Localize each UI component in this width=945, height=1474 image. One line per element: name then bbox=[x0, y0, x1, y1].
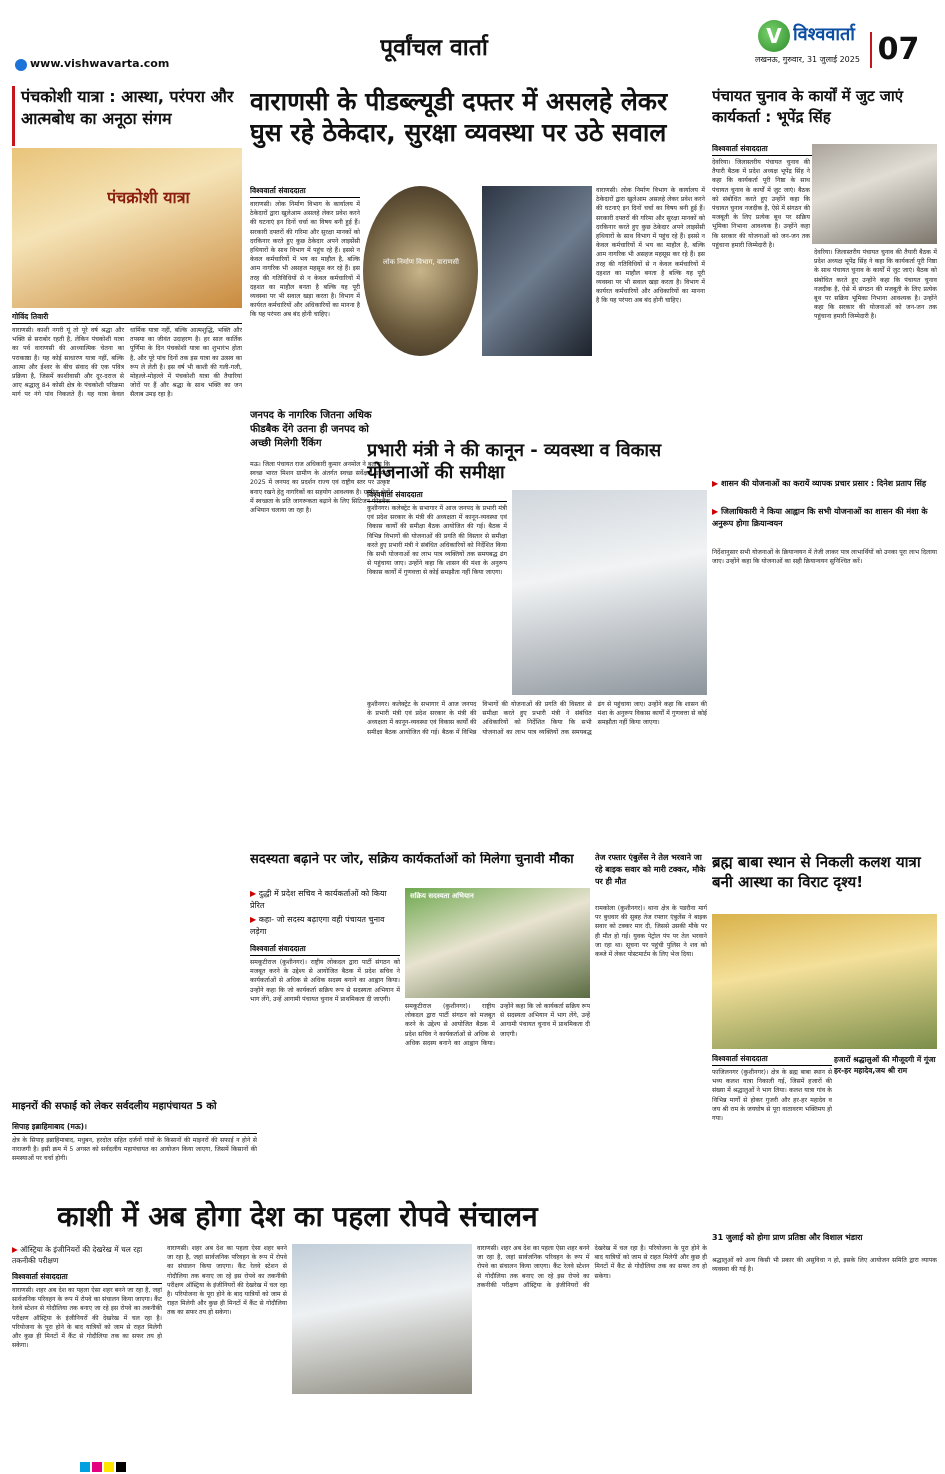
byline: विश्ववार्ता संवाददाता bbox=[712, 144, 812, 156]
headline: माइनरों की सफाई को लेकर सर्वदलीय महापंचायत 5 को bbox=[12, 1101, 217, 1112]
weapon-photo bbox=[482, 186, 592, 356]
byline: विश्ववार्ता संवाददाता bbox=[250, 944, 400, 956]
article-image bbox=[12, 148, 242, 308]
image-caption: पंचक्रोशी यात्रा bbox=[107, 188, 190, 207]
headline: सदस्यता बढ़ाने पर जोर, सक्रिय कार्यकर्ताओं को मिलेगा चुनावी मौका bbox=[250, 852, 574, 867]
body-text: फाजिलनगर (कुशीनगर)। क्षेत्र के ब्रह्म बाबा स्थान से भव्य कलश यात्रा निकाली गई, जिसमें हजारों की संख्या में श्रद्धालुओं ने भाग लिया। कलश यात्रा गांव के विभिन्न मार्गों से होकर गुजरी और हर-हर महादेव व जय श्री राम के जयघोष से पूरा वातावरण भक्तिमय हो गया। bbox=[712, 1069, 832, 1123]
kalash-yatra-photo bbox=[712, 914, 937, 1049]
headline: तेज रफ्तार एंबुलेंस ने तेल भरवाने जा रहे बाइक सवार को मारी टक्कर, मौके पर ही मौत bbox=[595, 853, 706, 886]
byline: विश्ववार्ता संवाददाता bbox=[12, 1272, 162, 1284]
article-panchkoshi bbox=[12, 86, 242, 656]
headline: ब्रह्म बाबा स्थान से निकली कलश यात्रा बनी आस्था का विराट दृश्य! bbox=[712, 853, 921, 891]
body-text: देवरिया। जिलास्तरीय पंचायत चुनाव की तैयारी बैठक में प्रदेश अध्यक्ष भूपेंद्र सिंह ने कहा कि कार्यकर्ता पूरी निष्ठा के साथ पंचायत चुनाव के कार्यों में जुट जाएं। बैठक को संबोधित करते हुए उन्होंने कहा कि पंचायत चुनाव नजदीक है, ऐसे में संगठन की मजबूती के लिए प्रत्येक बूथ पर सक्रिय भूमिका निभाना आवश्यक है। उन्होंने कहा कि सरकार की योजनाओं को जन-जन तक पहुंचाना हमारी जिम्मेदारी है। bbox=[712, 159, 810, 249]
color-registration-marks bbox=[80, 1462, 200, 1472]
brand-name: विश्ववार्ता bbox=[793, 24, 855, 44]
pullquote: जनपद के नागरिक जितना अधिक फीडबैक देंगे उतना ही जनपद को अच्छी मिलेगी रैंकिंग bbox=[250, 410, 372, 449]
section-title: पूर्वांचल वार्ता bbox=[380, 34, 488, 61]
pwd-seal-image bbox=[363, 186, 478, 356]
bullet-1: ▶ दुद्धी में प्रदेश सचिव ने कार्यकर्ताओं को किया प्रेरित bbox=[250, 888, 400, 912]
author: गोविंद तिवारी bbox=[12, 312, 242, 324]
article-prabhari bbox=[367, 440, 707, 845]
byline: विश्ववार्ता संवाददाता bbox=[367, 490, 507, 502]
headline: काशी में अब होगा देश का पहला रोपवे संचालन bbox=[57, 1200, 538, 1233]
body-text-2: कुशीनगर। कलेक्ट्रेट के सभागार में आज जनपद के प्रभारी मंत्री एवं प्रदेश सरकार के मंत्री की अध्यक्षता में कानून-व्यवस्था एवं विकास कार्यों की समीक्षा बैठक आयोजित की गई। बैठक में विभिन्न विभागों की योजनाओं की प्रगति की विस्तार से समीक्षा करते हुए प्रभारी मंत्री ने संबंधित अधिकारियों को निर्देशित किया कि सभी योजनाओं का लाभ पात्र व्यक्तियों तक समयबद्ध ढंग से पहुंचाया जाए। उन्होंने कहा कि शासन की मंशा के अनुरूप विकास कार्यों में गुणवत्ता से कोई समझौता नहीं किया जाएगा। bbox=[367, 701, 707, 736]
article-panchayat bbox=[712, 86, 937, 686]
article-karyakarta bbox=[250, 852, 590, 1097]
headline: पंचायत चुनाव के कार्यों में जुट जाएं कार्यकर्ता : भूपेंद्र सिंह bbox=[712, 87, 904, 126]
review-meeting-photo bbox=[512, 490, 707, 695]
sub-title: 31 जुलाई को होगा प्राण प्रतिष्ठा और विशाल भंडारा bbox=[712, 1233, 863, 1242]
page-number: 07 bbox=[870, 32, 925, 68]
article-safai bbox=[12, 1100, 257, 1195]
image-caption: हजारों श्रद्धालुओं की मौजूदगी में गूंजा हर-हर महादेव,जय श्री राम bbox=[834, 1055, 936, 1075]
body-text-2: वाराणसी। शहर अब देश का पहला ऐसा शहर बनने जा रहा है, जहां सार्वजनिक परिवहन के रूप में रोपवे का संचालन किया जाएगा। कैंट रेलवे स्टेशन से गोदौलिया तक बनाए जा रहे इस रोपवे का तकनीकी परीक्षण ऑस्ट्रिया के इंजीनियरों की देखरेख में चल रहा है। परियोजना के पूरा होने के बाद यात्रियों को जाम से राहत मिलेगी और कुछ ही मिनटों में कैंट से गोदौलिया तक का सफर तय हो सकेगा। bbox=[167, 1245, 287, 1317]
body-text-2: वाराणसी। लोक निर्माण विभाग के कार्यालय में ठेकेदारों द्वारा खुलेआम असलहे लेकर प्रवेश करने की घटनाएं इन दिनों चर्चा का विषय बनी हुई हैं। सरकारी दफ्तरों की गरिमा और सुरक्षा मानकों को दरकिनार करते हुए कुछ ठेकेदार अपने लाइसेंसी हथियारों के साथ विभाग में पहुंच रहे हैं। इससे न केवल कर्मचारियों में भय का माहौल है, बल्कि आम नागरिक भी असहज महसूस कर रहे हैं। इस तरह की गतिविधियों से न केवल कर्मचारियों में दहशत का माहौल बनता है बल्कि यह पूरी व्यवस्था पर भी सवाल खड़ा करता है। विभाग में कार्यरत कर्मचारियों और अधिकारियों का मानना है कि यह परंपरा अब बंद होनी चाहिए। bbox=[596, 187, 705, 305]
party-meeting-photo bbox=[405, 888, 590, 998]
body-text: वाराणसी। काशी नगरी यूं तो पूरे वर्ष श्रद्धा और भक्ति से सराबोर रहती है, लेकिन पंचकोशी यात्रा का पर्व वाराणसी की आध्यात्मिक चेतना का पराकाष्ठा है। यह कोई साधारण यात्रा नहीं, बल्कि आत्मा और ईश्वर के बीच संवाद की एक पवित्र प्रक्रिया है, जिसमें काशीवासी और दूर-दराज से आए श्रद्धालु 84 कोसी क्षेत्र के पंचकोशी परिक्रमा मार्ग पर नंगे पांव निकलते हैं। यह यात्रा केवल धार्मिक यात्रा नहीं, बल्कि आत्मशुद्धि, भक्ति और तपस्या का जीवंत उदाहरण है। हर साल कार्तिक पूर्णिमा के दिन पंचकोशी यात्रा का शुभारंभ होता है, और पूरे पांच दिनों तक इस यात्रा का उत्सव का रूप ले लेती है। इस वर्ष भी काशी की गली-गली, मोहल्ले-मोहल्ले में पंचकोशी यात्रा की तैयारियां जोरों पर हैं और श्रद्धा के साथ भक्ति का जन सैलाब उमड़ रहा है। bbox=[12, 327, 242, 399]
dateline: लखनऊ, गुरुवार, 31 जुलाई 2025 bbox=[755, 55, 860, 64]
headline: प्रभारी मंत्री ने की कानून - व्यवस्था व विकास योजनाओं की समीक्षा bbox=[367, 440, 662, 483]
body-text: वाराणसी। लोक निर्माण विभाग के कार्यालय में ठेकेदारों द्वारा खुलेआम असलहे लेकर प्रवेश करने की घटनाएं इन दिनों चर्चा का विषय बनी हुई हैं। सरकारी दफ्तरों की गरिमा और सुरक्षा मानकों को दरकिनार करते हुए कुछ ठेकेदार अपने लाइसेंसी हथियारों के साथ विभाग में पहुंच रहे हैं। इससे न केवल कर्मचारियों में भय का माहौल है, बल्कि आम नागरिक भी असहज महसूस कर रहे हैं। इस तरह की गतिविधियों से न केवल कर्मचारियों में दहशत का माहौल बनता है बल्कि यह पूरी व्यवस्था पर भी सवाल खड़ा करता है। विभाग में कार्यरत कर्मचारियों और अधिकारियों का मानना है कि यह परंपरा अब बंद होनी चाहिए। bbox=[250, 201, 360, 319]
brand-logo: V bbox=[758, 20, 790, 52]
headline: वाराणसी के पीडब्ल्यूडी दफ्तर में असलहे लेकर घुस रहे ठेकेदार, सुरक्षा व्यवस्था पर उठे सवाल bbox=[250, 87, 668, 147]
meeting-photo bbox=[812, 144, 937, 244]
globe-icon bbox=[15, 59, 27, 71]
bullet: ▶ ऑस्ट्रिया के इंजीनियरों की देखरेख में चल रहा तकनीकी परीक्षण bbox=[12, 1244, 162, 1268]
body-text-3: वाराणसी। शहर अब देश का पहला ऐसा शहर बनने जा रहा है, जहां सार्वजनिक परिवहन के रूप में रोपवे का संचालन किया जाएगा। कैंट रेलवे स्टेशन से गोदौलिया तक बनाए जा रहे इस रोपवे का तकनीकी परीक्षण ऑस्ट्रिया के इंजीनियरों की देखरेख में चल रहा है। परियोजना के पूरा होने के बाद यात्रियों को जाम से राहत मिलेगी और कुछ ही मिनटों में कैंट से गोदौलिया तक का सफर तय हो सकेगा। bbox=[477, 1245, 707, 1289]
side-body: निर्देशानुसार सभी योजनाओं के क्रियान्वयन में तेजी लाकर पात्र लाभार्थियों को उनका पूरा लाभ दिलाया जाए। उन्होंने कहा कि योजनाओं का सही क्रियान्वयन सुनिश्चित करें। bbox=[712, 549, 937, 566]
bullet-1: ▶ शासन की योजनाओं का करायें व्यापक प्रचार प्रसार : दिनेश प्रताप सिंह bbox=[712, 478, 937, 502]
body-text: कुशीनगर। कलेक्ट्रेट के सभागार में आज जनपद के प्रभारी मंत्री एवं प्रदेश सरकार के मंत्री की अध्यक्षता में कानून-व्यवस्था एवं विकास कार्यों की समीक्षा बैठक आयोजित की गई। बैठक में विभिन्न विभागों की योजनाओं की प्रगति की विस्तार से समीक्षा करते हुए प्रभारी मंत्री ने संबंधित अधिकारियों को निर्देशित किया कि सभी योजनाओं का लाभ पात्र व्यक्तियों तक समयबद्ध ढंग से पहुंचाया जाए। उन्होंने कहा कि शासन की मंशा के अनुरूप विकास कार्यों में गुणवत्ता से कोई समझौता नहीं किया जाएगा। bbox=[367, 505, 507, 577]
sub-body: श्रद्धालुओं को अन्य किसी भी प्रकार की असुविधा न हो, इसके लिए आयोजन समिति द्वारा व्यापक व्यवस्था की गई है। bbox=[712, 1257, 937, 1274]
body-text: रामकोला (कुशीनगर)। थाना क्षेत्र के पडरौना मार्ग पर बुधवार की सुबह तेज रफ्तार एंबुलेंस ने बाइक सवार को टक्कर मार दी, जिससे उसकी मौके पर ही मौत हो गई। युवक पेट्रोल पंप पर तेल भरवाने जा रहा था। सूचना पर पहुंची पुलिस ने शव को कब्जे में लेकर पोस्टमार्टम के लिए भेज दिया। bbox=[595, 905, 707, 959]
article-brahm bbox=[712, 852, 937, 1292]
website-url[interactable]: www.vishwavarta.com bbox=[30, 57, 170, 70]
body-text: समकूटीराज (कुशीनगर)। राष्ट्रीय लोकदल द्वारा पार्टी संगठन को मजबूत करने के उद्देश्य से आयोजित बैठक में प्रदेश सचिव ने कार्यकर्ताओं से अधिक से अधिक सदस्य बनाने का आह्वान किया। उन्होंने कहा कि जो कार्यकर्ता सक्रिय रूप से सदस्यता अभियान में भाग लेंगे, उन्हें आगामी पंचायत चुनाव में प्राथमिकता दी जाएगी। bbox=[250, 959, 400, 1003]
body-text-2: देवरिया। जिलास्तरीय पंचायत चुनाव की तैयारी बैठक में प्रदेश अध्यक्ष भूपेंद्र सिंह ने कहा कि कार्यकर्ता पूरी निष्ठा के साथ पंचायत चुनाव के कार्यों में जुट जाएं। बैठक को संबोधित करते हुए उन्होंने कहा कि पंचायत चुनाव नजदीक है, ऐसे में संगठन की मजबूती के लिए प्रत्येक बूथ पर सक्रिय भूमिका निभाना आवश्यक है। उन्होंने कहा कि सरकार की योजनाओं को जन-जन तक पहुंचाना हमारी जिम्मेदारी है। bbox=[814, 249, 937, 321]
body-text-2: समकूटीराज (कुशीनगर)। राष्ट्रीय लोकदल द्वारा पार्टी संगठन को मजबूत करने के उद्देश्य से आयोजित बैठक में प्रदेश सचिव ने कार्यकर्ताओं से अधिक से अधिक सदस्य बनाने का आह्वान किया। उन्होंने कहा कि जो कार्यकर्ता सक्रिय रूप से सदस्यता अभियान में भाग लेंगे, उन्हें आगामी पंचायत चुनाव में प्राथमिकता दी जाएगी। bbox=[405, 1003, 590, 1047]
byline: सिपाह इब्राहिमाबाद (मऊ)। bbox=[12, 1122, 257, 1134]
image-caption: सक्रिय सदस्यता अभियान bbox=[410, 892, 474, 900]
masthead bbox=[0, 0, 945, 74]
bullet-2: ▶ जिलाधिकारी ने किया आह्वान कि सभी योजनाओं का शासन की मंशा के अनुरूप होगा क्रियान्वयन bbox=[712, 506, 937, 542]
byline: विश्ववार्ता संवाददाता bbox=[250, 186, 360, 198]
article-bike bbox=[595, 852, 707, 1097]
body-text: क्षेत्र के सिपाह इब्राहिमाबाद, मधुबन, हरदोल सहित दर्जनों गांवों के किसानों की माइनरों की सफाई न होने से नाराजगी है। इसी क्रम में 5 अगस्त को सर्वदलीय महापंचायत का आयोजन किया जाएगा, जिसमें किसानों की समस्याओं पर चर्चा होगी। bbox=[12, 1137, 257, 1163]
headline: पंचकोशी यात्रा : आस्था, परंपरा और आत्मबोध का अनूठा संगम bbox=[12, 86, 242, 146]
byline: विश्ववार्ता संवाददाता bbox=[712, 1054, 832, 1066]
bullet-2: ▶ कहा- जो सदस्य बढ़ाएगा वही पंचायत चुनाव लड़ेगा bbox=[250, 914, 400, 938]
image-caption: लोक निर्माण विभाग, वाराणसी bbox=[383, 258, 459, 266]
ropeway-photo bbox=[292, 1244, 472, 1394]
body-text: वाराणसी। शहर अब देश का पहला ऐसा शहर बनने जा रहा है, जहां सार्वजनिक परिवहन के रूप में रोपवे का संचालन किया जाएगा। कैंट रेलवे स्टेशन से गोदौलिया तक बनाए जा रहे इस रोपवे का तकनीकी परीक्षण ऑस्ट्रिया के इंजीनियरों की देखरेख में चल रहा है। परियोजना के पूरा होने के बाद यात्रियों को जाम से राहत मिलेगी और कुछ ही मिनटों में कैंट से गोदौलिया तक का सफर तय हो सकेगा। bbox=[12, 1287, 162, 1350]
sub-body: मऊ। जिला पंचायत राज अधिकारी कुमार अनमोल ने बताया कि स्वच्छ भारत मिशन ग्रामीण के अंतर्गत स्वच्छ सर्वेक्षण ग्रामीण 2025 में जनपद का प्रदर्शन राज्य एवं राष्ट्रीय स्तर पर उत्कृष्ट बनाए रखने हेतु नागरिकों का सहयोग आवश्यक है। ग्रामीण क्षेत्रों में स्वच्छता के प्रति जागरूकता बढ़ाने के लिए सिटिजन फीडबैक अभियान चलाया जा रहा है। bbox=[250, 461, 390, 515]
article-ropeway bbox=[12, 1198, 707, 1460]
